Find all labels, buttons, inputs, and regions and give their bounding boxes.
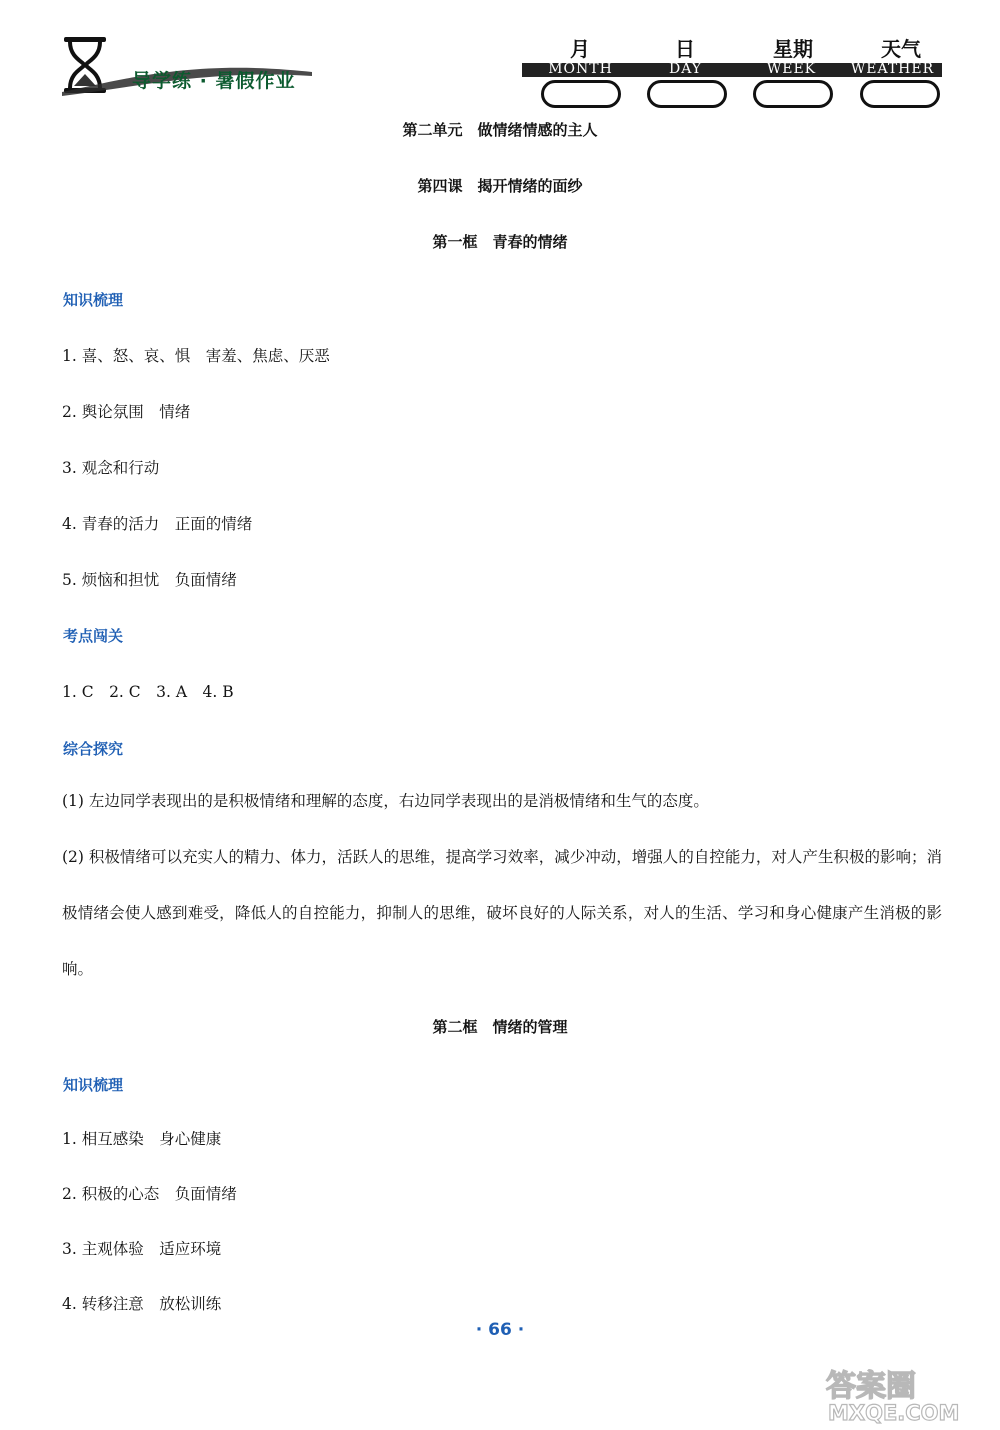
day-input[interactable] bbox=[647, 80, 727, 108]
list-item: 3. 主观体验 适应环境 bbox=[62, 1240, 222, 1258]
page-number: · 66 · bbox=[475, 1320, 525, 1340]
frame1-title: 第一框 青春的情绪 bbox=[432, 233, 568, 251]
list-item: 4. 青春的活力 正面的情绪 bbox=[62, 515, 253, 533]
list-item: 4. 转移注意 放松训练 bbox=[62, 1295, 222, 1313]
list-item: 1. 相互感染 身心健康 bbox=[62, 1130, 222, 1148]
list-item: 1. 喜、怒、哀、惧 害羞、焦虑、厌恶 bbox=[62, 347, 330, 365]
explore-answer-2: (2) 积极情绪可以充实人的精力、体力，活跃人的思维，提高学习效率，减少冲动，增强人的自控能力，对人产生积极的影响；消极情绪会使人感到难受，降低人的自控能力，抑制人的思维，破坏良好的人际关系，对人的生活、学习和身心健康产生消极的影响。 bbox=[62, 848, 942, 978]
week-label-en: WEEK bbox=[766, 61, 817, 77]
day-label: 日 bbox=[675, 37, 695, 61]
explore-answer-1: (1) 左边同学表现出的是积极情绪和理解的态度，右边同学表现出的是消极情绪和生气的态度。 bbox=[62, 792, 709, 810]
frame2-title: 第二框 情绪的管理 bbox=[432, 1018, 568, 1036]
list-item: 3. 观念和行动 bbox=[62, 459, 160, 477]
lesson-title: 第四课 揭开情绪的面纱 bbox=[417, 177, 583, 195]
frame1-knowledge-heading: 知识梳理 bbox=[63, 291, 124, 309]
frame2-knowledge-heading: 知识梳理 bbox=[63, 1076, 124, 1094]
weather-label: 天气 bbox=[881, 37, 921, 61]
frame1-exam-heading: 考点闯关 bbox=[63, 627, 124, 645]
frame1-explore-heading: 综合探究 bbox=[63, 740, 124, 758]
weather-label-en: WEATHER bbox=[850, 61, 935, 77]
watermark-top-text: 答案圈 bbox=[826, 1369, 916, 1404]
month-label-en: MONTH bbox=[548, 61, 613, 77]
month-input[interactable] bbox=[541, 80, 621, 108]
list-item: 2. 积极的心态 负面情绪 bbox=[62, 1185, 237, 1203]
watermark-logo bbox=[818, 1368, 993, 1424]
weather-input[interactable] bbox=[860, 80, 940, 108]
logo-title: 导学练 · 暑假作业 bbox=[132, 70, 296, 92]
month-label: 月 bbox=[570, 37, 590, 61]
list-item: 5. 烦恼和担忧 负面情绪 bbox=[62, 571, 237, 589]
week-label: 星期 bbox=[773, 37, 813, 61]
unit-title: 第二单元 做情绪情感的主人 bbox=[402, 121, 598, 139]
list-item: 2. 舆论氛围 情绪 bbox=[62, 403, 191, 421]
day-label-en: DAY bbox=[668, 61, 702, 77]
watermark-bottom-text: MXQE.COM bbox=[828, 1401, 960, 1424]
exam-answers: 1. C 2. C 3. A 4. B bbox=[62, 683, 234, 701]
week-input[interactable] bbox=[753, 80, 833, 108]
